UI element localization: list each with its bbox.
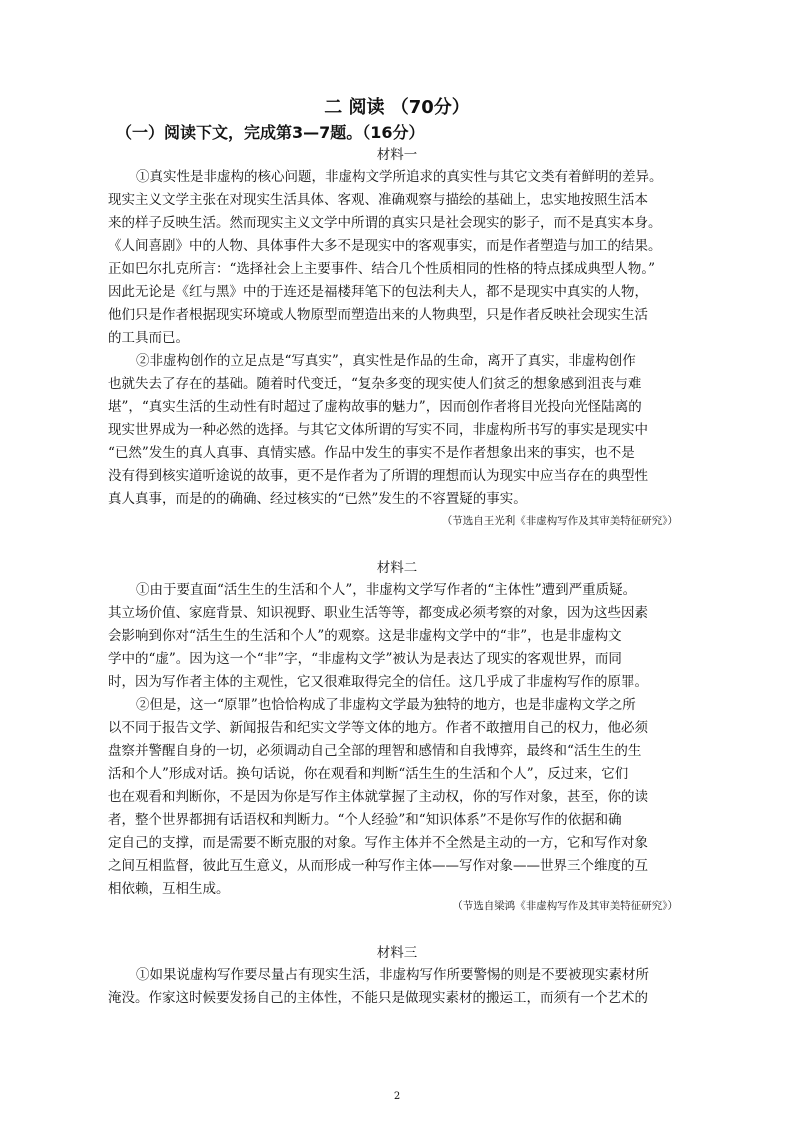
material-3-title: 材料三 (376, 945, 418, 961)
material-2-title: 材料二 (376, 560, 418, 576)
text-line: 堪”，“真实生活的生动性有时超过了虚构故事的魅力”，因而创作者将目光投向光怪陆离的 (108, 399, 642, 415)
page-number: 2 (393, 1091, 401, 1102)
text-line: 正如巴尔扎克所言：“选择社会上主要事件、结合几个性质相同的性格的特点揉成典型人物。” (108, 261, 656, 277)
text-line: ②但是，这一“原罪”也恰恰构成了非虚构文学最为独特的地方，也是非虚构文学之所 (136, 697, 636, 713)
text-line: ①真实性是非虚构的核心问题，非虚构文学所追求的真实性与其它文类有着鲜明的差异。 (136, 169, 663, 185)
text-line: 现实世界成为一种必然的选择。与其它文体所谓的写实不同，非虚构所书写的事实是现实中 (108, 422, 648, 438)
text-line: ②非虚构创作的立足点是“写真实”，真实性是作品的生命，离开了真实，非虚构创作 (136, 353, 636, 369)
text-line: 相依赖，互相生成。 (108, 881, 230, 897)
text-line: 以不同于报告文学、新闻报告和纪实文学等文体的地方。作者不敢擅用自己的权力，他必须 (108, 720, 648, 736)
material-3-body (108, 964, 688, 1010)
section-title: 二 阅读 （70分） (324, 97, 470, 118)
text-line: 会影响到你对“活生生的生活和个人”的观察。这是非虚构文学中的“非”，也是非虚构文 (108, 628, 622, 644)
text-line: 真人真事，而是的的确确、经过核实的“已然”发生的不容置疑的事实。 (108, 491, 527, 507)
text-line: ①如果说虚构写作要尽量占有现实生活，非虚构写作所要警惕的则是不要被现实素材所 (136, 967, 649, 983)
material-1-body (108, 166, 688, 511)
text-line: 学中的“虚”。因为这一个“非”字，“非虚构文学”被认为是表达了现实的客观世界，而同 (108, 651, 622, 667)
text-line: 他们只是作者根据现实环境或人物原型而塑造出来的人物典型，只是作者反映社会现实生活 (108, 307, 648, 323)
text-line: 来的样子反映生活。然而现实主义文学中所谓的真实只是社会现实的影子，而不是真实本身。 (108, 215, 662, 231)
material-1-source: （节选自王光利《非虚构写作及其审美特征研究》） (441, 515, 678, 527)
text-line: 《人间喜剧》中的人物、具体事件大多不是现实中的客观事实，而是作者塑造与加工的结果。 (108, 238, 662, 254)
text-line: 也在观看和判断你，不是因为你是写作主体就掌握了主动权，你的写作对象，甚至，你的读 (108, 789, 648, 805)
text-line: 的工具而已。 (108, 330, 189, 346)
material-1-title: 材料一 (376, 147, 418, 163)
text-line: ①由于要直面“活生生的生活和个人”，非虚构文学写作者的“主体性”遭到严重质疑。 (136, 582, 637, 598)
text-line: 之间互相监督，彼此互生意义，从而形成一种写作主体——写作对象——世界三个维度的互 (108, 858, 648, 874)
text-line: 也就失去了存在的基础。随着时代变迁，“复杂多变的现实使人们贫乏的想象感到沮丧与难 (108, 376, 642, 392)
text-line: 因此无论是《红与黑》中的于连还是福楼拜笔下的包法利夫人，都不是现实中真实的人物， (108, 284, 648, 300)
text-line: 现实主义文学主张在对现实生活具体、客观、准确观察与描绘的基础上，忠实地按照生活本 (108, 192, 648, 208)
text-line: 其立场价值、家庭背景、知识视野、职业生活等等，都变成必须考察的对象，因为这些因素 (108, 605, 648, 621)
text-line: 淹没。作家这时候要发扬自己的主体性，不能只是做现实素材的搬运工，而须有一个艺术的 (108, 990, 648, 1006)
text-line: 盘察并警醒自身的一切，必须调动自己全部的理智和感情和自我博弈，最终和“活生生的生 (108, 743, 642, 759)
text-line: 时，因为写作者主体的主观性，它又很难取得完全的信任。这几乎成了非虚构写作的原罪。 (108, 674, 648, 690)
text-line: “已然”发生的真人真事、真情实感。作品中发生的事实不是作者想象出来的事实，也不是 (108, 445, 635, 461)
material-2-source: （节选自梁鸿《非虚构写作及其审美特征研究》） (452, 900, 678, 912)
part-title: （一）阅读下文，完成第3—7题。（16分） (116, 123, 425, 142)
text-line: 定自己的支撑，而是需要不断克服的对象。写作主体并不全然是主动的一方，它和写作对象 (108, 835, 648, 851)
text-line: 活和个人”形成对话。换句话说，你在观看和判断“活生生的生活和个人”，反过来，它们 (108, 766, 629, 782)
text-line: 没有得到核实道听途说的故事，更不是作者为了所谓的理想而认为现实中应当存在的典型性 (108, 468, 648, 484)
text-line: 者，整个世界都拥有话语权和判断力。“个人经验”和“知识体系”不是你写作的依据和确 (108, 812, 622, 828)
material-2-body (108, 579, 688, 901)
